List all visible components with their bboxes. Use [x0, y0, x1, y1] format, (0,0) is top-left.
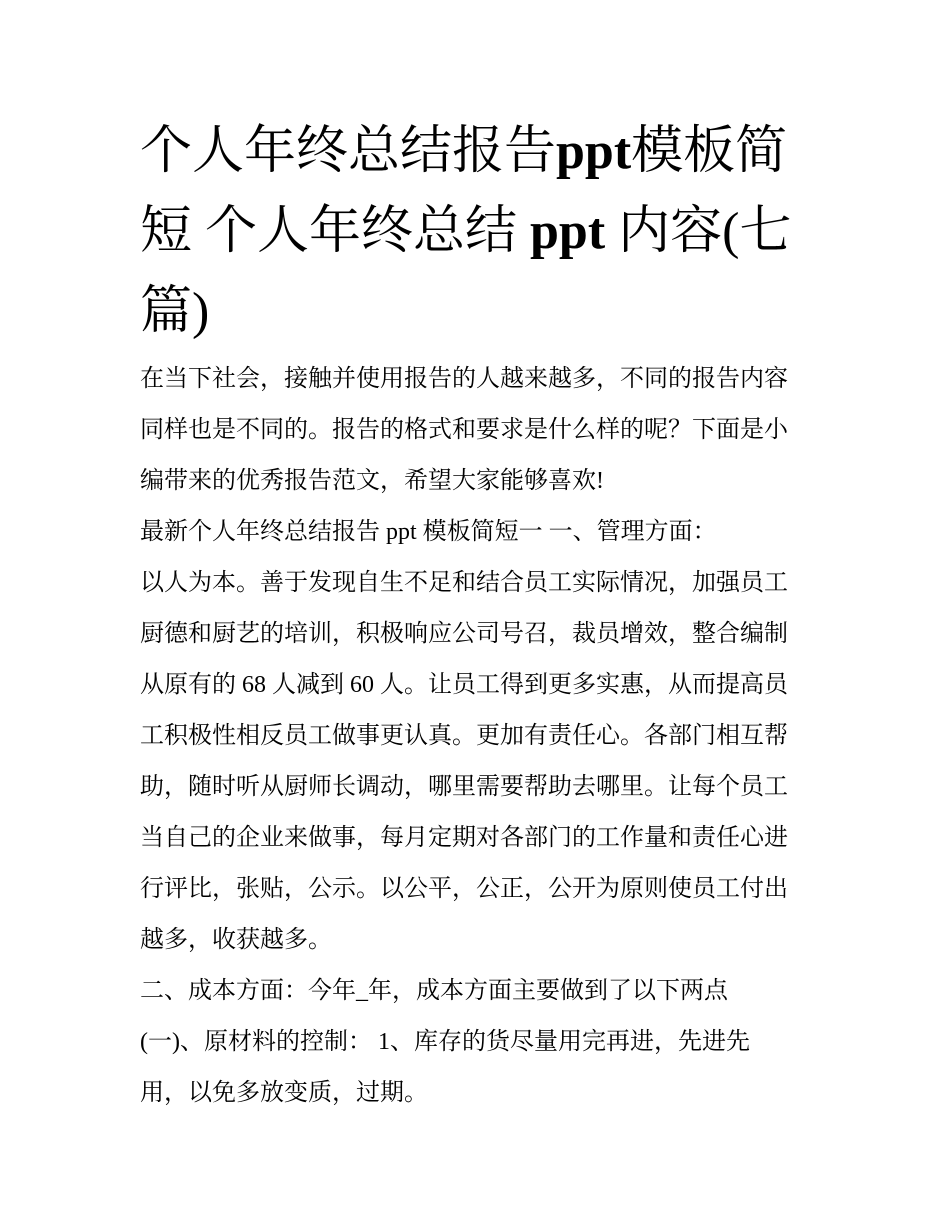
- body-line: 当自己的企业来做事，每月定期对各部门的工作量和责任心进: [140, 825, 788, 851]
- title-line: 短 个人年终总结 ppt 内容(七: [140, 203, 792, 260]
- document-body: [140, 354, 820, 1119]
- body-line: 同样也是不同的。报告的格式和要求是什么样的呢？下面是小: [140, 417, 788, 443]
- section-heading: 二、成本方面：今年_年，成本方面主要做到了以下两点: [140, 978, 728, 1004]
- body-line: 从原有的 68 人减到 60 人。让员工得到更多实惠，从而提高员: [140, 672, 788, 698]
- body-line: 助，随时听从厨师长调动，哪里需要帮助去哪里。让每个员工: [140, 774, 788, 800]
- body-line: 编带来的优秀报告范文，希望大家能够喜欢!: [140, 468, 604, 494]
- title-line: 个人年终总结报告ppt模板简: [140, 123, 788, 180]
- body-line: 行评比，张贴，公示。以公平，公正，公开为原则使员工付出: [140, 876, 788, 902]
- body-line: 在当下社会，接触并使用报告的人越来越多，不同的报告内容: [140, 366, 788, 392]
- body-line: 越多，收获越多。: [140, 927, 332, 953]
- body-line: 用，以免多放变质，过期。: [140, 1080, 428, 1106]
- section-heading: 最新个人年终总结报告 ppt 模板简短一 一、管理方面：: [140, 519, 717, 545]
- document-title: [140, 112, 820, 352]
- body-line: 以人为本。善于发现自生不足和结合员工实际情况，加强员工: [140, 570, 788, 596]
- body-line: 厨德和厨艺的培训，积极响应公司号召，裁员增效，整合编制: [140, 621, 788, 647]
- body-line: (一)、原材料的控制： 1、库存的货尽量用完再进，先进先: [140, 1029, 750, 1055]
- title-line: 篇): [140, 283, 210, 340]
- body-line: 工积极性相反员工做事更认真。更加有责任心。各部门相互帮: [140, 723, 788, 749]
